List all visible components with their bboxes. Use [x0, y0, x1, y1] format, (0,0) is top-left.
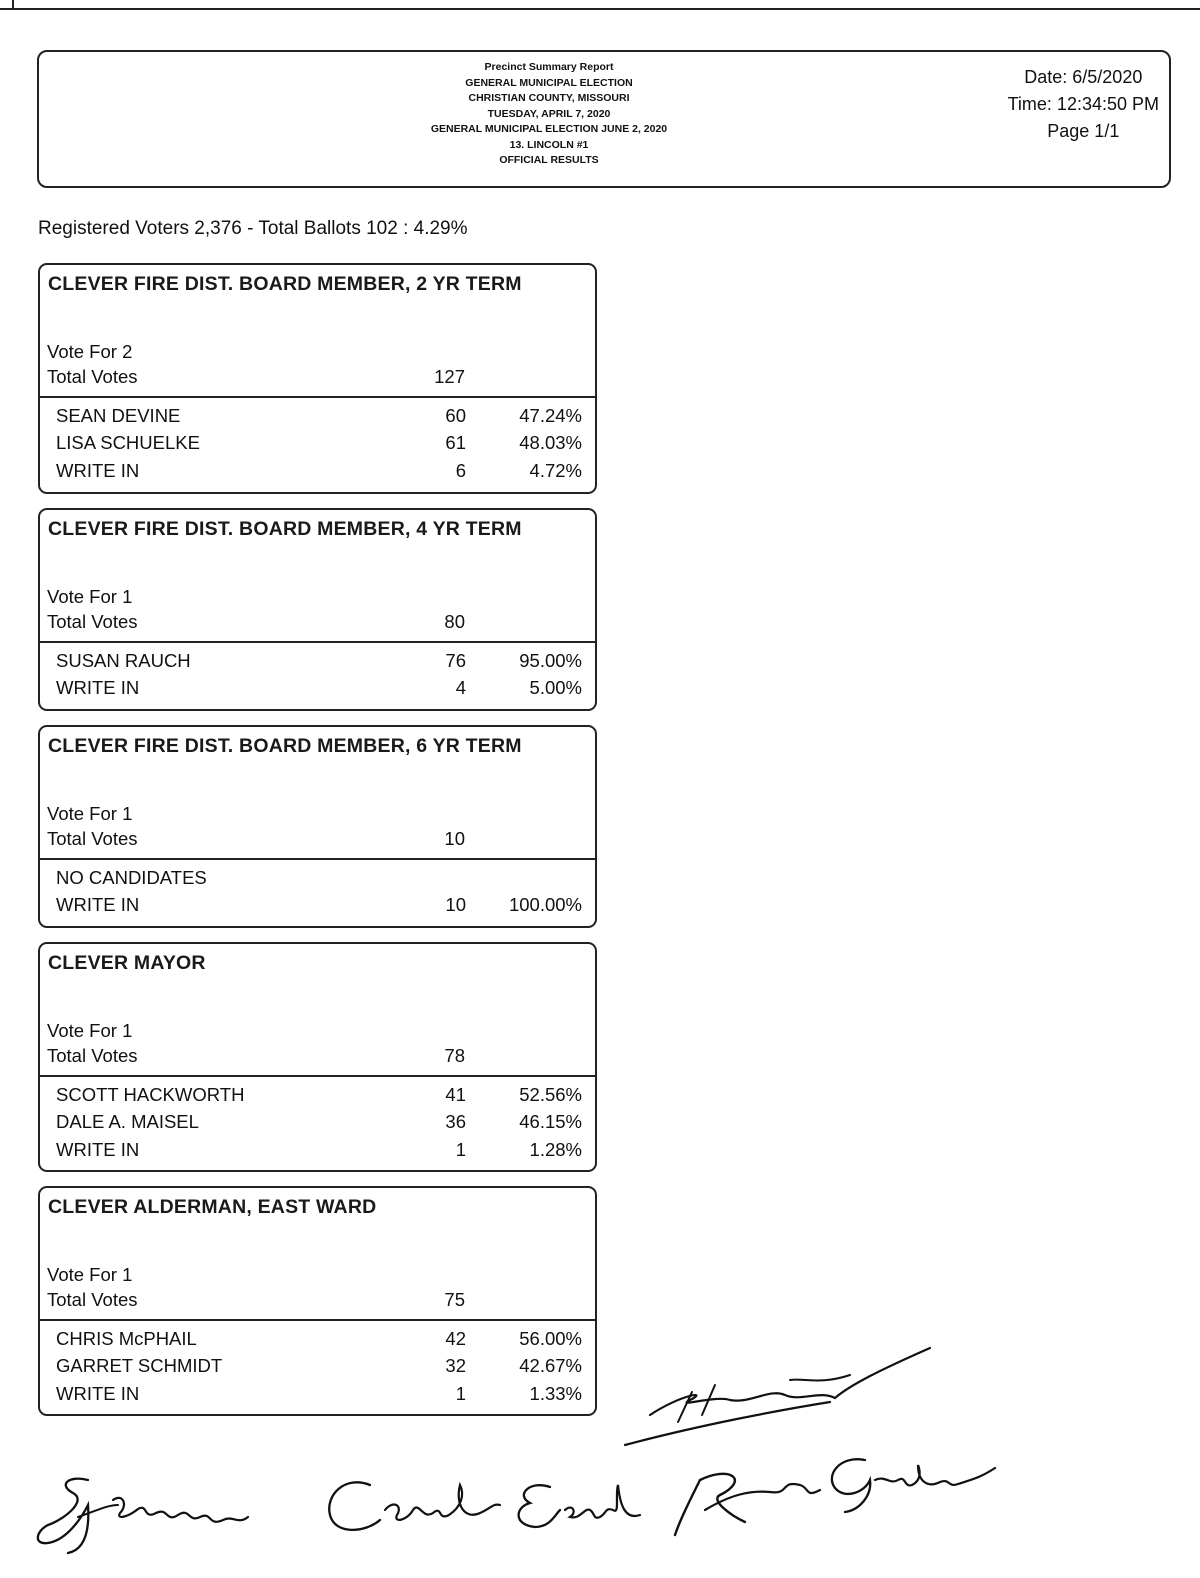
- total-votes-value: 80: [444, 611, 465, 632]
- candidate-percent: 4.72%: [529, 460, 582, 481]
- candidate-percent: 48.03%: [519, 432, 582, 453]
- candidate-name: DALE A. MAISEL: [56, 1111, 199, 1132]
- candidate-votes: 42: [445, 1328, 466, 1349]
- candidate-name: WRITE IN: [56, 460, 140, 481]
- report-title-block: [289, 60, 809, 169]
- candidate-percent: 1.28%: [529, 1139, 582, 1160]
- candidate-votes: 1: [455, 1383, 466, 1404]
- candidate-name: LISA SCHUELKE: [56, 432, 200, 453]
- candidate-votes: 4: [455, 677, 466, 698]
- candidate-row: [40, 677, 595, 704]
- candidate-votes: 6: [455, 460, 466, 481]
- candidate-name: SUSAN RAUCH: [56, 650, 191, 671]
- candidate-row: [40, 1383, 595, 1410]
- candidate-percent: 1.33%: [529, 1383, 582, 1404]
- candidate-row: [40, 1139, 595, 1166]
- vote-for-label: Vote For 1: [47, 1264, 133, 1285]
- report-type: Precinct Summary Report: [484, 61, 614, 73]
- candidate-name: WRITE IN: [56, 894, 140, 915]
- contest-title: CLEVER FIRE DIST. BOARD MEMBER, 4 YR TERM: [48, 518, 522, 540]
- candidate-name: GARRET SCHMIDT: [56, 1355, 223, 1376]
- candidate-percent: 46.15%: [519, 1111, 582, 1132]
- signature-2: [28, 1465, 268, 1560]
- vote-for-label: Vote For 1: [47, 1020, 133, 1041]
- candidate-row: [40, 432, 595, 459]
- total-votes-value: 127: [434, 366, 465, 387]
- total-votes-label: Total Votes: [47, 611, 138, 632]
- total-votes-label: Total Votes: [47, 1045, 138, 1066]
- candidate-name: WRITE IN: [56, 1139, 140, 1160]
- precinct-name: 13. LINCOLN #1: [509, 138, 589, 151]
- candidate-votes: 32: [445, 1355, 466, 1376]
- total-votes-value: 78: [444, 1045, 465, 1066]
- total-votes-label: Total Votes: [47, 1289, 138, 1310]
- candidate-name: CHRIS McPHAIL: [56, 1328, 197, 1349]
- contest-title: CLEVER ALDERMAN, EAST WARD: [48, 1196, 377, 1218]
- candidate-percent: 5.00%: [529, 677, 582, 698]
- page-number: Page 1/1: [1047, 121, 1120, 141]
- contest-title: CLEVER FIRE DIST. BOARD MEMBER, 2 YR TERM: [48, 273, 522, 295]
- top-border-tick: [12, 0, 14, 10]
- candidate-votes: 76: [445, 650, 466, 671]
- vote-for-label: Vote For 2: [47, 341, 133, 362]
- candidate-name: SEAN DEVINE: [56, 405, 181, 426]
- candidate-votes: 41: [445, 1084, 466, 1105]
- contest-divider: [40, 396, 595, 398]
- election-subtitle: GENERAL MUNICIPAL ELECTION JUNE 2, 2020: [430, 123, 668, 135]
- total-votes-label: Total Votes: [47, 366, 138, 387]
- candidate-name: SCOTT HACKWORTH: [56, 1084, 245, 1105]
- candidate-votes: 36: [445, 1111, 466, 1132]
- top-border-line: [0, 8, 1200, 10]
- signature-1: [620, 1340, 940, 1450]
- contest-title: CLEVER MAYOR: [48, 952, 206, 974]
- turnout-summary: Registered Voters 2,376 - Total Ballots 102 : 4.29%: [38, 218, 468, 239]
- total-votes-label: Total Votes: [47, 828, 138, 849]
- candidate-percent: 56.00%: [519, 1328, 582, 1349]
- candidate-name: NO CANDIDATES: [56, 867, 207, 888]
- candidate-votes: 10: [445, 894, 466, 915]
- signature-4: [660, 1440, 1000, 1550]
- candidate-percent: 42.67%: [519, 1355, 582, 1376]
- contest-divider: [40, 1319, 595, 1321]
- candidate-percent: 47.24%: [519, 405, 582, 426]
- contest-box: [38, 942, 597, 1172]
- signature-3: [315, 1465, 675, 1555]
- contest-box: [38, 263, 597, 494]
- contest-title: CLEVER FIRE DIST. BOARD MEMBER, 6 YR TERM: [48, 735, 522, 757]
- candidate-name: WRITE IN: [56, 677, 140, 698]
- candidate-row: [40, 1355, 595, 1382]
- candidate-votes: 61: [445, 432, 466, 453]
- county-name: CHRISTIAN COUNTY, MISSOURI: [468, 92, 630, 104]
- candidate-percent: 95.00%: [519, 650, 582, 671]
- report-meta: [1008, 64, 1159, 145]
- candidate-row: [40, 867, 595, 894]
- candidate-row: [40, 894, 595, 921]
- contest-divider: [40, 858, 595, 860]
- contest-divider: [40, 641, 595, 643]
- contest-divider: [40, 1075, 595, 1077]
- candidate-name: WRITE IN: [56, 1383, 140, 1404]
- candidate-votes: 1: [455, 1139, 466, 1160]
- candidate-row: [40, 650, 595, 677]
- election-date: TUESDAY, APRIL 7, 2020: [487, 107, 611, 120]
- contest-box: [38, 1186, 597, 1416]
- report-date: Date: 6/5/2020: [1024, 67, 1143, 87]
- vote-for-label: Vote For 1: [47, 803, 133, 824]
- candidate-row: [40, 460, 595, 487]
- candidate-row: [40, 1084, 595, 1111]
- report-time: Time: 12:34:50 PM: [1007, 94, 1159, 114]
- vote-for-label: Vote For 1: [47, 586, 133, 607]
- total-votes-value: 10: [444, 828, 465, 849]
- report-header: [37, 50, 1171, 188]
- candidate-percent: 52.56%: [519, 1084, 582, 1105]
- contest-box: [38, 725, 597, 928]
- candidate-row: [40, 1328, 595, 1355]
- candidate-row: [40, 405, 595, 432]
- total-votes-value: 75: [444, 1289, 465, 1310]
- election-name: GENERAL MUNICIPAL ELECTION: [465, 76, 633, 89]
- candidate-percent: 100.00%: [508, 894, 582, 915]
- candidate-votes: 60: [445, 405, 466, 426]
- results-status: OFFICIAL RESULTS: [499, 154, 599, 166]
- contest-box: [38, 508, 597, 711]
- candidate-row: [40, 1111, 595, 1138]
